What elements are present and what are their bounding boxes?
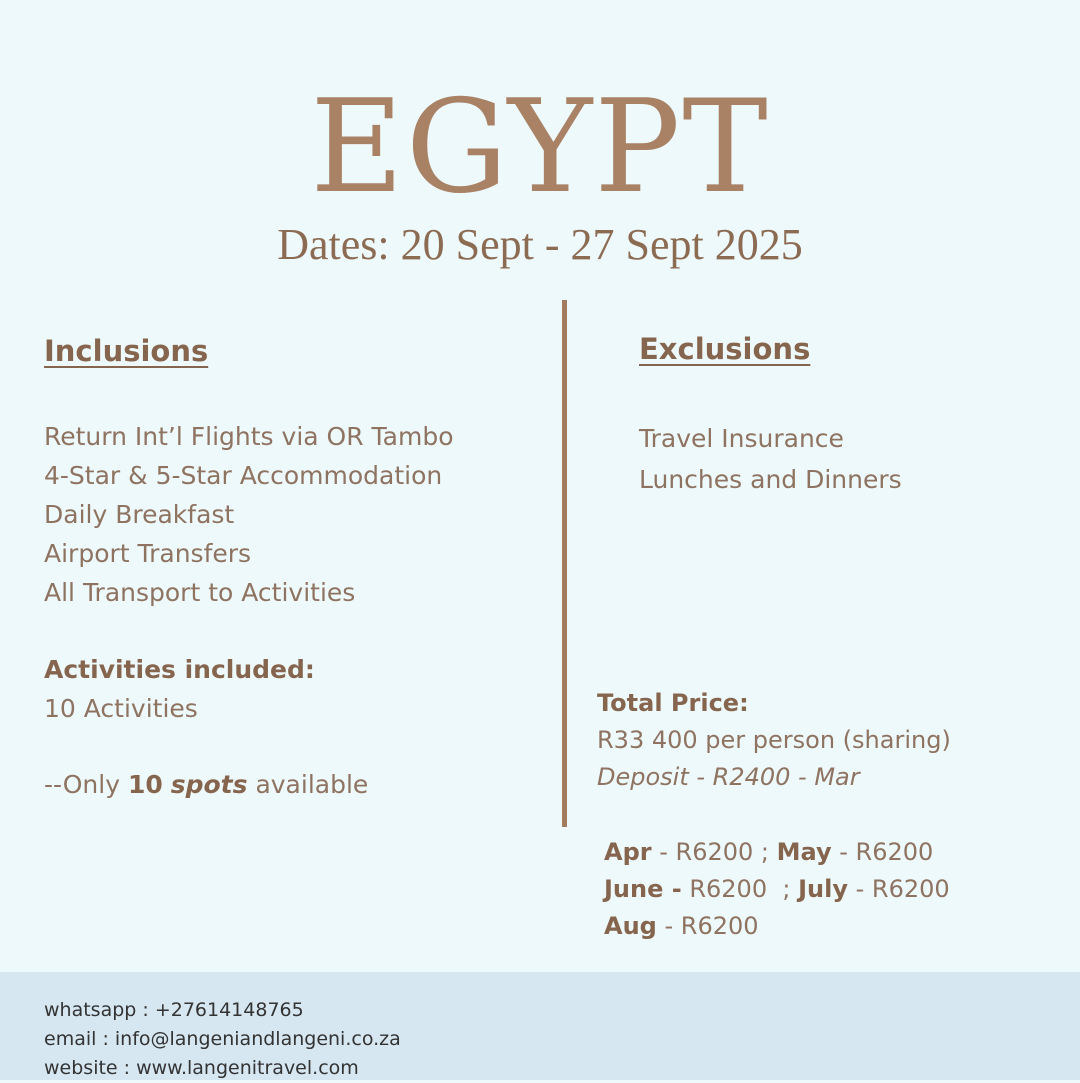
payment-amount: R6200 <box>689 875 768 903</box>
activities-value: 10 Activities <box>44 694 198 723</box>
payment-row <box>604 834 933 871</box>
payment-month: Apr <box>604 838 652 866</box>
payment-month: June - <box>604 875 682 903</box>
whatsapp-contact[interactable]: whatsapp : +27614148765 <box>44 999 304 1021</box>
payment-month: July <box>798 875 848 903</box>
payment-month: Aug <box>604 912 657 940</box>
exclusions-heading: Exclusions <box>639 332 811 366</box>
page-title: EGYPT <box>310 73 770 222</box>
list-item: All Transport to Activities <box>44 578 356 607</box>
payment-amount: R6200 <box>871 875 950 903</box>
list-item: Travel Insurance <box>639 424 844 453</box>
payment-sep: - <box>656 912 681 940</box>
column-divider <box>562 300 567 827</box>
total-price-value: R33 400 per person (sharing) <box>597 726 951 754</box>
exclusions-list <box>639 418 902 500</box>
list-item: Daily Breakfast <box>44 500 235 529</box>
spots-prefix: --Only <box>44 770 128 799</box>
list-item: Lunches and Dinners <box>639 465 902 494</box>
payment-amount: R6200 <box>855 838 934 866</box>
inclusions-list <box>44 417 454 612</box>
payment-sep: - <box>651 838 676 866</box>
payment-sep: - <box>847 875 872 903</box>
payment-row <box>604 908 759 945</box>
spots-word: spots <box>170 770 248 799</box>
activities-label: Activities included: <box>44 655 315 684</box>
inclusions-heading: Inclusions <box>44 334 209 368</box>
payment-month: May <box>776 838 832 866</box>
payment-sep: ; <box>753 838 777 866</box>
payment-amount: R6200 <box>675 838 754 866</box>
payment-amount: R6200 <box>680 912 759 940</box>
website-link[interactable]: website : www.langenitravel.com <box>44 1057 359 1079</box>
trip-dates: Dates: 20 Sept - 27 Sept 2025 <box>277 220 803 269</box>
list-item: Airport Transfers <box>44 539 252 568</box>
payment-sep: ; <box>767 875 799 903</box>
total-price-label: Total Price: <box>597 689 749 717</box>
payment-row <box>604 871 950 908</box>
spots-count: 10 <box>127 770 163 799</box>
email-contact[interactable]: email : info@langeniandlangeni.co.za <box>44 1028 401 1050</box>
payment-sep: - <box>831 838 856 866</box>
spots-available <box>44 765 368 804</box>
contact-footer <box>0 972 1080 1080</box>
deposit-line: Deposit - R2400 - Mar <box>597 763 860 791</box>
spots-suffix: available <box>247 770 369 799</box>
list-item: 4-Star & 5-Star Accommodation <box>44 461 443 490</box>
list-item: Return Int’l Flights via OR Tambo <box>44 422 454 451</box>
